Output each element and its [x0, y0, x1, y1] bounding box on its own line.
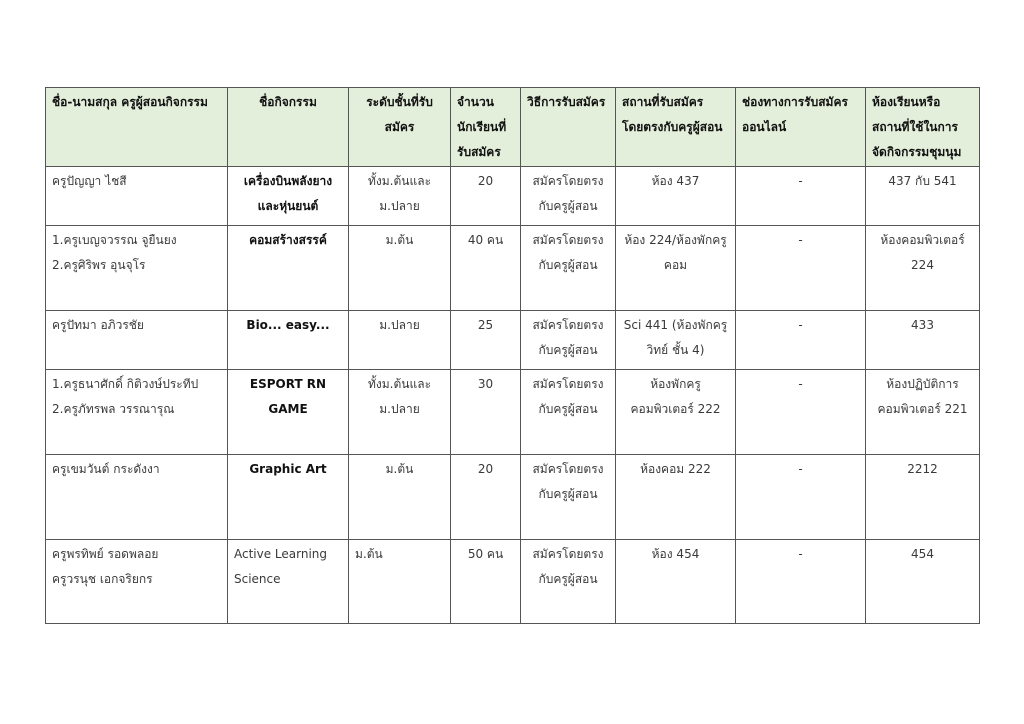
count-cell: 50 คน [451, 540, 521, 624]
place-cell: ห้อง 224/ห้องพักครู คอม [616, 226, 736, 311]
online-cell: - [736, 226, 866, 311]
header-count: จำนวน นักเรียนที่ รับสมัคร [451, 88, 521, 167]
table-row [46, 370, 980, 455]
activity-cell: คอมสร้างสรรค์ [228, 226, 349, 311]
method-cell: สมัครโดยตรง กับครูผู้สอน [521, 311, 616, 370]
teacher-cell: 1.ครูธนาศักดิ์ กิติวงษ์ประทีป 2.ครูภัทรพล วรรณารุณ [46, 370, 228, 455]
header-activity: ชื่อกิจกรรม [228, 88, 349, 167]
place-cell: Sci 441 (ห้องพักครู วิทย์ ชั้น 4) [616, 311, 736, 370]
online-cell: - [736, 311, 866, 370]
count-cell: 25 [451, 311, 521, 370]
count-cell: 40 คน [451, 226, 521, 311]
online-cell: - [736, 455, 866, 540]
room-cell: 2212 [866, 455, 980, 540]
level-cell: ม.ปลาย [349, 311, 451, 370]
activity-cell: ESPORT RN GAME [228, 370, 349, 455]
count-cell: 30 [451, 370, 521, 455]
teacher-cell: ครูปัทมา อภิวรชัย [46, 311, 228, 370]
online-cell: - [736, 370, 866, 455]
teacher-cell: ครูปัญญา ไชสี [46, 167, 228, 226]
level-cell: ม.ต้น [349, 540, 451, 624]
header-place: สถานที่รับสมัคร โดยตรงกับครูผู้สอน [616, 88, 736, 167]
header-method: วิธีการรับสมัคร [521, 88, 616, 167]
header-level: ระดับชั้นที่รับ สมัคร [349, 88, 451, 167]
header-teacher: ชื่อ-นามสกุล ครูผู้สอนกิจกรรม [46, 88, 228, 167]
online-cell: - [736, 540, 866, 624]
level-cell: ทั้งม.ต้นและ ม.ปลาย [349, 167, 451, 226]
level-cell: ม.ต้น [349, 226, 451, 311]
teacher-cell: 1.ครูเบญจวรรณ จูยืนยง 2.ครูศิริพร อุนจุโร [46, 226, 228, 311]
teacher-cell: ครูเขมวันต์ กระดังงา [46, 455, 228, 540]
activity-cell: Bio... easy... [228, 311, 349, 370]
method-cell: สมัครโดยตรง กับครูผู้สอน [521, 226, 616, 311]
count-cell: 20 [451, 167, 521, 226]
activity-cell: เครื่องบินพลังยาง และหุ่นยนต์ [228, 167, 349, 226]
place-cell: ห้อง 437 [616, 167, 736, 226]
table-body [46, 167, 980, 624]
level-cell: ทั้งม.ต้นและ ม.ปลาย [349, 370, 451, 455]
teacher-cell: ครูพรทิพย์ รอดพลอย ครูวรนุช เอกจริยกร [46, 540, 228, 624]
header-row [46, 88, 980, 167]
table-row [46, 455, 980, 540]
activities-table [45, 87, 980, 624]
count-cell: 20 [451, 455, 521, 540]
activity-cell: Active Learning Science [228, 540, 349, 624]
table-row [46, 226, 980, 311]
table-row [46, 540, 980, 624]
level-cell: ม.ต้น [349, 455, 451, 540]
room-cell: ห้องคอมพิวเตอร์ 224 [866, 226, 980, 311]
method-cell: สมัครโดยตรง กับครูผู้สอน [521, 540, 616, 624]
room-cell: 433 [866, 311, 980, 370]
table-row [46, 311, 980, 370]
method-cell: สมัครโดยตรง กับครูผู้สอน [521, 455, 616, 540]
method-cell: สมัครโดยตรง กับครูผู้สอน [521, 167, 616, 226]
table-row [46, 167, 980, 226]
table-header [46, 88, 980, 167]
room-cell: 454 [866, 540, 980, 624]
place-cell: ห้องคอม 222 [616, 455, 736, 540]
room-cell: ห้องปฏิบัติการ คอมพิวเตอร์ 221 [866, 370, 980, 455]
place-cell: ห้อง 454 [616, 540, 736, 624]
place-cell: ห้องพักครู คอมพิวเตอร์ 222 [616, 370, 736, 455]
header-room: ห้องเรียนหรือ สถานที่ใช้ในการ จัดกิจกรรมชุมนุม [866, 88, 980, 167]
method-cell: สมัครโดยตรง กับครูผู้สอน [521, 370, 616, 455]
room-cell: 437 กับ 541 [866, 167, 980, 226]
activity-cell: Graphic Art [228, 455, 349, 540]
online-cell: - [736, 167, 866, 226]
header-online: ช่องทางการรับสมัคร ออนไลน์ [736, 88, 866, 167]
